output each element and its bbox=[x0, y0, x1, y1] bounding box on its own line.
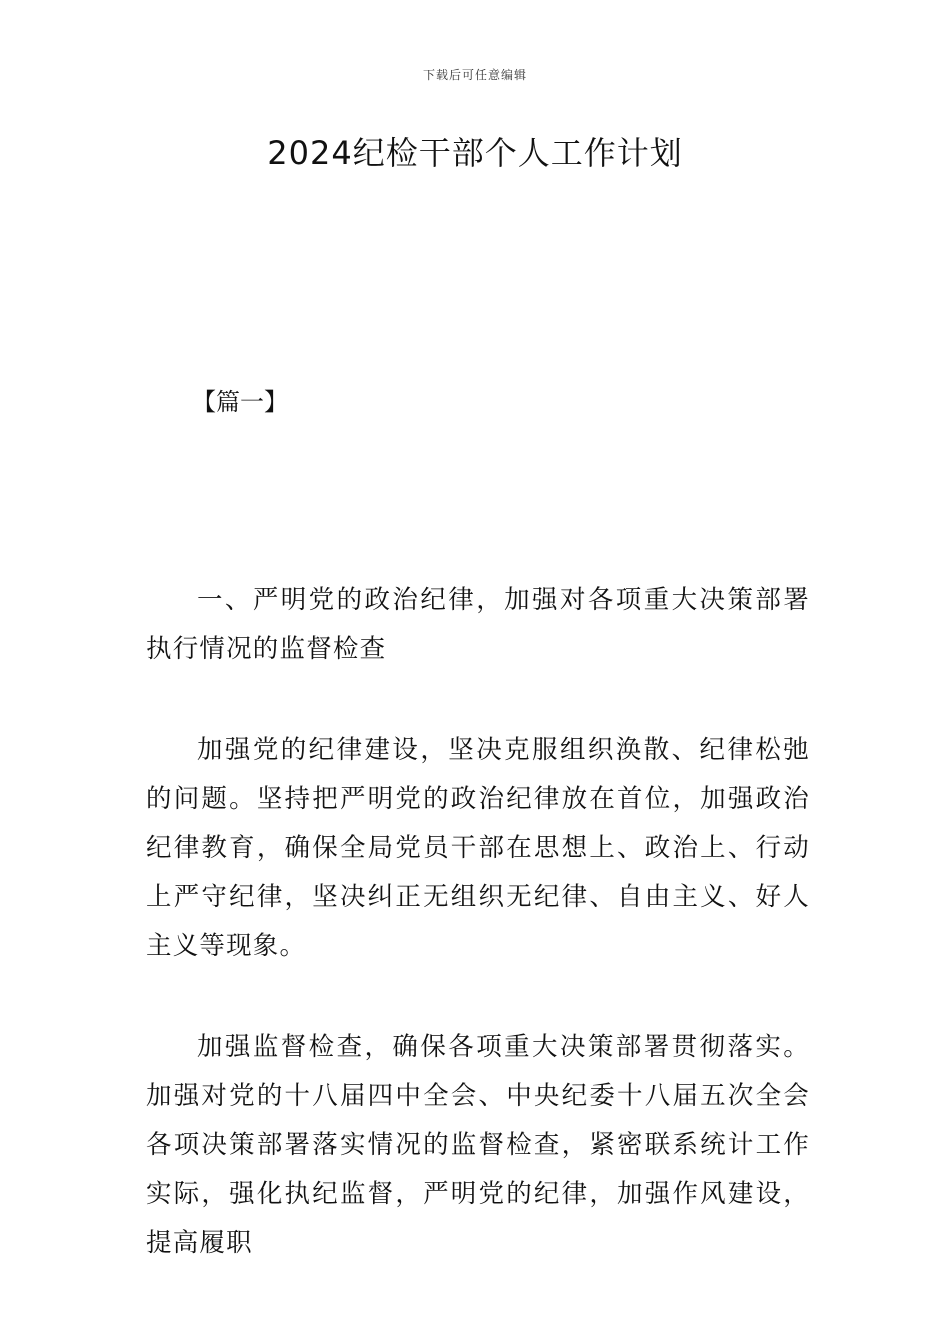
section-label: 【篇一】 bbox=[192, 388, 288, 416]
page-header-note: 下载后可任意编辑 bbox=[422, 68, 527, 82]
document-title: 2024纪检干部个人工作计划 bbox=[267, 134, 683, 172]
section-heading-paragraph: 一、严明党的政治纪律，加强对各项重大决策部署执行情况的监督检查 bbox=[146, 585, 810, 664]
body-paragraph: 加强党的纪律建设，坚决克服组织涣散、纪律松弛的问题。坚持把严明党的政治纪律放在首位，加强政治纪律教育，确保全局党员干部在思想上、政治上、行动上严守纪律，坚决纠正无组织无纪律、自由主义、好人主义等现象。 bbox=[146, 735, 810, 961]
document-body bbox=[146, 576, 810, 1320]
body-paragraph: 加强监督检查，确保各项重大决策部署贯彻落实。加强对党的十八届四中全会、中央纪委十八届五次全会各项决策部署落实情况的监督检查，紧密联系统计工作实际，强化执纪监督，严明党的纪律，加强作风建设，提高履职 bbox=[146, 1032, 810, 1258]
